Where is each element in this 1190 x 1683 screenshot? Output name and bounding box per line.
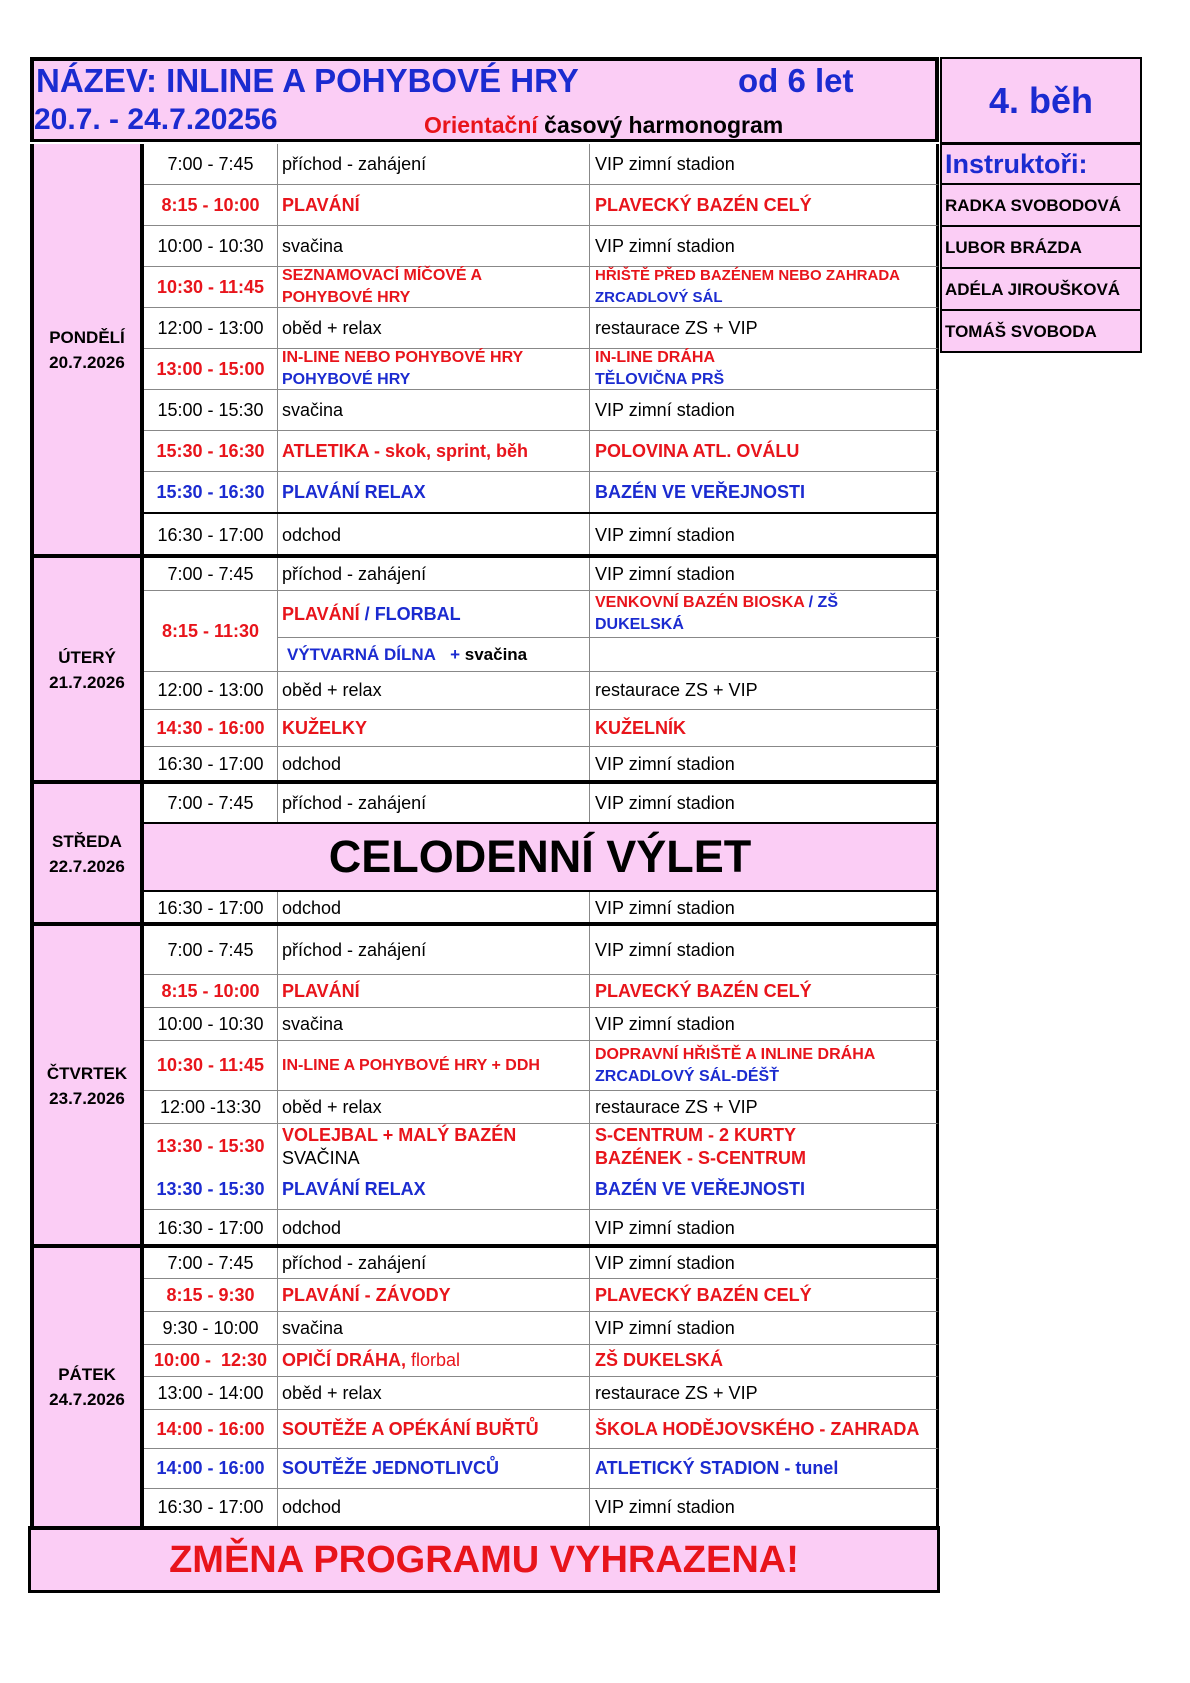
- time-cell: 13:30 - 15:30: [156, 1178, 265, 1199]
- location-cell: PLAVECKÝ BAZÉN CELÝ: [595, 194, 812, 215]
- location-cell: BAZÉN VE VEŘEJNOSTI: [595, 481, 806, 502]
- location-cell: VIP zimní stadion: [595, 524, 735, 545]
- activity-part: FLORBAL: [374, 603, 461, 624]
- instructors-title: Instruktoři:: [940, 143, 1142, 185]
- location-cell: PLAVECKÝ BAZÉN CELÝ: [595, 980, 812, 1001]
- activity-cell: ATLETIKA - skok, sprint, běh: [278, 431, 590, 471]
- time-cell: 7:00 - 7:45: [144, 144, 278, 184]
- activity-cell: [278, 267, 590, 307]
- location-cell: PLAVECKÝ BAZÉN CELÝ: [595, 1284, 812, 1305]
- day-name: STŘEDA: [52, 832, 122, 851]
- course-name: NÁZEV: INLINE A POHYBOVÉ HRY: [36, 62, 579, 99]
- location-cell: VIP zimní stadion: [595, 939, 735, 960]
- table-row: [144, 1279, 939, 1312]
- location-cell: VIP zimní stadion: [595, 153, 735, 174]
- location-cell: [590, 1041, 939, 1090]
- time-cell: 7:00 - 7:45: [144, 926, 278, 974]
- activity-cell: svačina: [278, 226, 590, 266]
- table-row: [144, 975, 939, 1008]
- activity-cell: oběd + relax: [278, 1091, 590, 1123]
- activity-cell: [278, 591, 590, 671]
- time-cell: 14:00 - 16:00: [144, 1449, 278, 1488]
- day-date: 22.7.2026: [49, 857, 125, 876]
- location-line: [595, 591, 925, 637]
- day-cell-thursday: [30, 926, 144, 1246]
- time-cell: 16:30 - 17:00: [144, 892, 278, 924]
- location-line: BAZÉNEK - S-CENTRUM: [595, 1148, 806, 1168]
- table-row: [144, 226, 939, 267]
- activity-line: [282, 591, 589, 637]
- location-cell: BAZÉN VE VEŘEJNOSTI: [595, 1179, 806, 1199]
- location-cell-group: [590, 1124, 939, 1209]
- location-cell: restaurace ZS + VIP: [595, 317, 758, 338]
- table-row: [144, 1124, 939, 1210]
- activity-cell: IN-LINE A POHYBOVÉ HRY + DDH: [278, 1041, 590, 1090]
- activity-cell: PLAVÁNÍ - ZÁVODY: [278, 1279, 590, 1311]
- activity-cell: [282, 1124, 589, 1170]
- time-cell: 8:15 - 10:00: [144, 975, 278, 1007]
- subtitle: [424, 112, 783, 139]
- activity-cell: PLAVÁNÍ: [278, 975, 590, 1007]
- activity-cell: [278, 349, 590, 389]
- cell-divider: [590, 637, 939, 638]
- cell-divider: [278, 637, 590, 638]
- activity-cell: svačina: [278, 1008, 590, 1040]
- location-cell: VIP zimní stadion: [595, 897, 735, 918]
- time-cell: 14:30 - 16:00: [144, 710, 278, 746]
- time-cell: 14:00 - 16:00: [144, 1410, 278, 1448]
- location-cell: VIP zimní stadion: [595, 235, 735, 256]
- time-cell: 8:15 - 11:30: [144, 591, 278, 671]
- location-line: TĚLOVIČNA PRŠ: [595, 371, 725, 388]
- activity-cell-group: [278, 1124, 590, 1209]
- location-cell: [590, 349, 939, 389]
- time-cell: 10:00 - 10:30: [144, 1008, 278, 1040]
- time-cell: 10:00 - 12:30: [144, 1345, 278, 1376]
- time-cell: 16:30 - 17:00: [144, 747, 278, 782]
- location-cell: restaurace ZS + VIP: [595, 680, 758, 700]
- location-cell: KUŽELNÍK: [595, 717, 686, 738]
- table-row: [144, 514, 939, 556]
- location-cell: restaurace ZS + VIP: [595, 1096, 758, 1117]
- day-name: ČTVRTEK: [46, 1064, 128, 1083]
- table-row: [144, 472, 939, 514]
- table-row: [144, 267, 939, 308]
- instructor-name: ADÉLA JIROUŠKOVÁ: [940, 269, 1142, 311]
- time-cell: 10:00 - 10:30: [144, 226, 278, 266]
- table-row: [144, 1008, 939, 1041]
- location-cell: POLOVINA ATL. OVÁLU: [595, 440, 800, 461]
- location-text: [595, 592, 925, 636]
- instructor-name: RADKA SVOBODOVÁ: [940, 185, 1142, 227]
- activity-cell: příchod - zahájení: [278, 558, 590, 590]
- time-cell: 7:00 - 7:45: [144, 558, 278, 590]
- activity-cell: příchod - zahájení: [278, 144, 590, 184]
- activity-cell: SOUTĚŽE A OPÉKÁNÍ BUŘTŮ: [278, 1410, 590, 1448]
- activity-cell: oběd + relax: [278, 672, 590, 709]
- day-date: 21.7.2026: [49, 673, 125, 692]
- time-cell: 12:00 - 13:00: [144, 672, 278, 709]
- time-cell: 15:30 - 16:30: [144, 472, 278, 512]
- activity-line: SEZNAMOVACÍ MÍČOVÉ A: [282, 267, 483, 284]
- time-cell: 8:15 - 9:30: [144, 1279, 278, 1311]
- location-cell: VIP zimní stadion: [595, 792, 735, 813]
- location-cell: ZŠ DUKELSKÁ: [595, 1350, 724, 1370]
- table-row: [144, 185, 939, 226]
- run-badge: 4. běh: [940, 57, 1142, 144]
- activity-part: florbal: [406, 1350, 461, 1370]
- time-cell: 13:30 - 15:30: [156, 1136, 265, 1157]
- location-cell: VIP zimní stadion: [595, 754, 735, 774]
- activity-line: [282, 637, 589, 671]
- activity-part: /: [359, 603, 375, 624]
- activity-cell: odchod: [278, 1489, 590, 1526]
- time-cell: 16:30 - 17:00: [144, 514, 278, 556]
- activity-line: IN-LINE NEBO POHYBOVÉ HRY: [282, 349, 524, 366]
- table-row: [144, 390, 939, 431]
- location-cell: VIP zimní stadion: [595, 1497, 735, 1517]
- table-row: [144, 1449, 939, 1489]
- location-line: IN-LINE DRÁHA: [595, 349, 715, 366]
- activity-part: PLAVÁNÍ: [282, 603, 360, 624]
- program-change-notice: ZMĚNA PROGRAMU VYHRAZENA!: [28, 1526, 940, 1593]
- activity-cell: odchod: [278, 892, 590, 924]
- activity-cell: odchod: [278, 514, 590, 556]
- all-day-trip-banner: CELODENNÍ VÝLET: [144, 822, 939, 892]
- activity-cell: [278, 1345, 590, 1376]
- time-cell: 16:30 - 17:00: [144, 1210, 278, 1246]
- time-cell: 15:00 - 15:30: [144, 390, 278, 430]
- time-cell: 9:30 - 10:00: [144, 1312, 278, 1344]
- location-part: /: [804, 594, 818, 611]
- activity-part: svačina: [464, 644, 528, 664]
- table-row: [144, 308, 939, 349]
- table-row: [144, 1210, 939, 1246]
- location-line: ZRCADLOVÝ SÁL: [595, 289, 723, 306]
- day-name: PONDĚLÍ: [49, 328, 125, 347]
- age-label: od 6 let: [738, 62, 854, 99]
- location-cell: VIP zimní stadion: [595, 563, 735, 584]
- table-row: [144, 747, 939, 782]
- time-cell: 12:00 -13:30: [144, 1091, 278, 1123]
- time-cell: 8:15 - 10:00: [144, 185, 278, 225]
- time-cell: 10:30 - 11:45: [144, 267, 278, 307]
- table-row: [144, 672, 939, 710]
- location-cell: VIP zimní stadion: [595, 1013, 735, 1034]
- activity-cell: příchod - zahájení: [278, 784, 590, 822]
- day-date: 24.7.2026: [49, 1390, 125, 1409]
- table-row: [144, 892, 939, 924]
- instructor-name: LUBOR BRÁZDA: [940, 227, 1142, 269]
- activity-cell: odchod: [278, 747, 590, 782]
- table-row: [144, 431, 939, 472]
- course-dates: 20.7. - 24.7.20256: [34, 103, 278, 136]
- table-row: [144, 1410, 939, 1449]
- time-cell: 7:00 - 7:45: [144, 784, 278, 822]
- table-row: [144, 784, 939, 822]
- location-cell: VIP zimní stadion: [595, 1317, 735, 1338]
- time-cell-group: [144, 1124, 278, 1209]
- table-row: [144, 349, 939, 390]
- day-date: 20.7.2026: [49, 353, 125, 372]
- location-part: ATLETICKÝ STADION: [595, 1458, 780, 1478]
- activity-part: VÝTVARNÁ DÍLNA: [287, 644, 436, 664]
- table-row: [144, 591, 939, 672]
- activity-cell: oběd + relax: [278, 308, 590, 348]
- activity-cell: příchod - zahájení: [278, 1248, 590, 1278]
- instructor-name: TOMÁŠ SVOBODA: [940, 311, 1142, 353]
- location-cell: VIP zimní stadion: [595, 399, 735, 420]
- day-cell-wednesday: [30, 784, 144, 924]
- activity-cell: oběd + relax: [278, 1377, 590, 1409]
- time-cell: 13:00 - 14:00: [144, 1377, 278, 1409]
- location-cell: [590, 1449, 939, 1488]
- table-row: [144, 926, 939, 975]
- activity-cell: PLAVÁNÍ: [278, 185, 590, 225]
- activity-cell: PLAVÁNÍ RELAX: [278, 472, 590, 512]
- location-cell: VIP zimní stadion: [595, 1217, 735, 1238]
- location-line: HŘIŠTĚ PŘED BAZÉNEM NEBO ZAHRADA: [595, 267, 901, 284]
- subtitle-black: časový harmonogram: [537, 112, 784, 138]
- subtitle-red: Orientační: [424, 112, 538, 138]
- location-cell: [590, 267, 939, 307]
- location-line: DOPRAVNÍ HŘIŠTĚ A INLINE DRÁHA: [595, 1045, 876, 1063]
- time-cell: 10:30 - 11:45: [144, 1041, 278, 1090]
- location-line: S-CENTRUM - 2 KURTY: [595, 1125, 796, 1145]
- location-cell: VIP zimní stadion: [595, 1252, 735, 1273]
- activity-part: OPIČÍ DRÁHA,: [282, 1350, 407, 1370]
- location-part: ZŠ DUKELSKÁ: [595, 594, 838, 633]
- table-row: [144, 710, 939, 747]
- time-cell: 7:00 - 7:45: [144, 1248, 278, 1278]
- activity-cell: PLAVÁNÍ RELAX: [282, 1179, 426, 1199]
- activity-cell: svačina: [278, 390, 590, 430]
- day-name: PÁTEK: [58, 1365, 116, 1384]
- day-cell-friday: [30, 1248, 144, 1526]
- activity-line: SVAČINA: [282, 1148, 360, 1168]
- activity-line: POHYBOVÉ HRY: [282, 371, 411, 388]
- day-cell-tuesday: [30, 558, 144, 782]
- time-cell: 12:00 - 13:00: [144, 308, 278, 348]
- table-row: [144, 1248, 939, 1279]
- table-row: [144, 1345, 939, 1377]
- table-row: [144, 1091, 939, 1124]
- time-cell: 16:30 - 17:00: [144, 1489, 278, 1526]
- time-cell: 13:00 - 15:00: [144, 349, 278, 389]
- activity-line: POHYBOVÉ HRY: [282, 289, 411, 306]
- day-cell-monday: [30, 144, 144, 556]
- table-row: [144, 144, 939, 185]
- activity-cell: odchod: [278, 1210, 590, 1246]
- location-line: ZRCADLOVÝ SÁL-DÉŠŤ: [595, 1067, 779, 1085]
- activity-line: VOLEJBAL + MALÝ BAZÉN: [282, 1125, 517, 1145]
- table-row: [144, 1377, 939, 1410]
- day-date: 23.7.2026: [49, 1089, 125, 1108]
- table-row: [144, 1041, 939, 1091]
- activity-cell: příchod - zahájení: [278, 926, 590, 974]
- location-part: - tunel: [779, 1458, 839, 1478]
- location-cell: [595, 1124, 939, 1170]
- activity-cell: SOUTĚŽE JEDNOTLIVCŮ: [278, 1449, 590, 1488]
- location-cell: [590, 591, 939, 671]
- table-row: [144, 1312, 939, 1345]
- activity-cell: svačina: [278, 1312, 590, 1344]
- location-cell: restaurace ZS + VIP: [595, 1382, 758, 1403]
- table-row: [144, 558, 939, 591]
- location-part: VENKOVNÍ BAZÉN BIOSKA: [595, 594, 805, 611]
- day-name: ÚTERÝ: [58, 648, 116, 667]
- activity-cell: KUŽELKY: [278, 710, 590, 746]
- location-cell: ŠKOLA HODĚJOVSKÉHO - ZAHRADA: [595, 1418, 920, 1439]
- activity-part: +: [435, 644, 465, 664]
- time-cell: 15:30 - 16:30: [144, 431, 278, 471]
- table-row: [144, 1489, 939, 1526]
